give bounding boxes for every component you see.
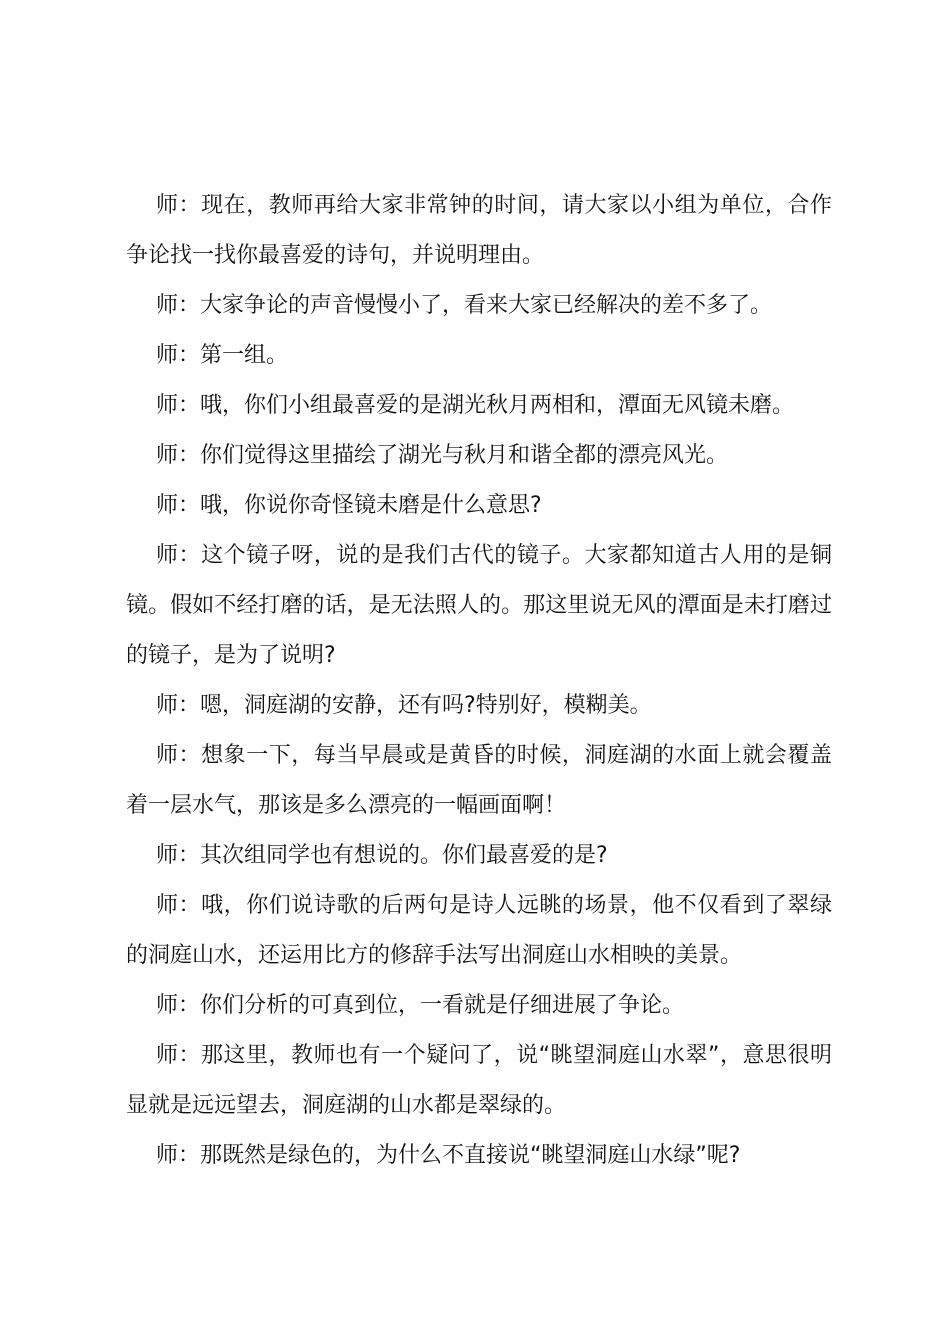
paragraph: 师：哦，你说你奇怪镜未磨是什么意思? — [156, 493, 542, 518]
paragraph: 师：那这里，教师也有一个疑问了，说“眺望洞庭山水翠”，意思很明显就是远远望去，洞庭湖的山水都是翠绿的。 — [126, 1043, 832, 1118]
paragraph: 师：现在，教师再给大家非常钟的时间，请大家以小组为单位，合作争论找一找你最喜爱的诗句，并说明理由。 — [126, 193, 832, 268]
paragraph: 师：嗯，洞庭湖的安静，还有吗?特别好，模糊美。 — [156, 693, 652, 718]
paragraph: 师：大家争论的声音慢慢小了，看来大家已经解决的差不多了。 — [156, 293, 773, 318]
paragraph: 师：你们觉得这里描绘了湖光与秋月和谐全都的漂亮风光。 — [156, 443, 729, 468]
paragraph: 师：其次组同学也有想说的。你们最喜爱的是? — [156, 843, 608, 868]
paragraph: 师：哦，你们说诗歌的后两句是诗人远眺的场景，他不仅看到了翠绿的洞庭山水，还运用比方的修辞手法写出洞庭山水相映的美景。 — [126, 893, 832, 968]
paragraph: 师：哦，你们小组最喜爱的是湖光秋月两相和，潭面无风镜未磨。 — [156, 393, 795, 418]
paragraph: 师：想象一下，每当早晨或是黄昏的时候，洞庭湖的水面上就会覆盖着一层水气，那该是多么漂亮的一幅画面啊！ — [126, 743, 832, 818]
paragraph: 师：那既然是绿色的，为什么不直接说“眺望洞庭山水绿”呢? — [156, 1143, 741, 1168]
paragraph: 师：第一组。 — [156, 343, 289, 368]
document-body — [126, 181, 832, 1181]
paragraph: 师：你们分析的可真到位，一看就是仔细进展了争论。 — [156, 993, 685, 1018]
paragraph: 师：这个镜子呀，说的是我们古代的镜子。大家都知道古人用的是铜镜。假如不经打磨的话，是无法照人的。那这里说无风的潭面是未打磨过的镜子，是为了说明? — [126, 543, 832, 668]
